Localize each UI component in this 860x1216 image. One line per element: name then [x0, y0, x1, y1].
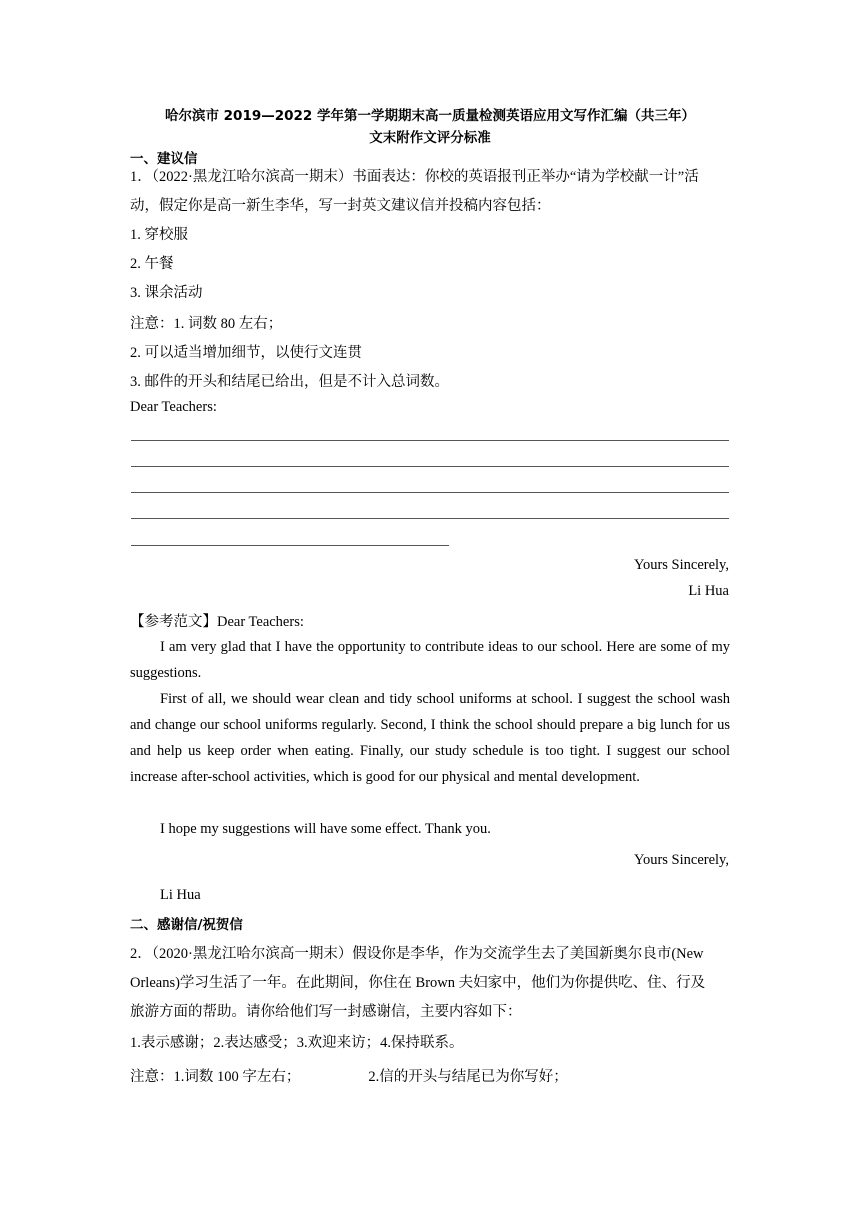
reference-paragraph-1: [130, 634, 730, 686]
content-item-2: 2. 午餐: [130, 256, 174, 272]
reference-signature: Li Hua: [160, 887, 201, 903]
section-heading-thank-you-letter: 二、感谢信/祝贺信: [130, 917, 243, 933]
reference-paragraph-1-text: I am very glad that I have the opportunity to contribute ideas to our school. Here are some of my suggestions.: [130, 639, 730, 681]
reference-paragraph-3: [130, 816, 730, 842]
document-subtitle: 文末附作文评分标准: [369, 130, 491, 146]
answer-line: [131, 518, 729, 519]
question-2-note-b: 2.信的开头与结尾已为你写好；: [368, 1069, 568, 1085]
question-2-text-line-2: Orleans)学习生活了一年。在此期间，你住在 Brown 夫妇家中，他们为你提供吃、住、行及: [130, 975, 706, 991]
reference-paragraph-2: [130, 686, 730, 790]
answer-line: [131, 492, 729, 493]
question-1-text-line-2: 动，假定你是高一新生李华，写一封英文建议信并投稿内容包括：: [130, 198, 551, 214]
reference-salutation: Dear Teachers:: [217, 614, 304, 630]
content-item-1: 1. 穿校服: [130, 227, 188, 243]
letter-closing: Yours Sincerely,: [633, 557, 729, 573]
question-2-points: 1.表示感谢；2.表达感受；3.欢迎来访；4.保持联系。: [130, 1035, 464, 1051]
question-2-text-line-1: 2．（2020·黑龙江哈尔滨高一期末）假设你是李华，作为交流学生去了美国新奥尔良市(New: [130, 946, 704, 962]
answer-line: [131, 466, 729, 467]
content-item-3: 3. 课余活动: [130, 285, 203, 301]
letter-salutation: Dear Teachers:: [130, 399, 217, 415]
question-2-note-a: 注意：1.词数 100 字左右；: [130, 1069, 301, 1085]
question-2-text-line-3: 旅游方面的帮助。请你给他们写一封感谢信，主要内容如下：: [130, 1004, 522, 1020]
document-title: 哈尔滨市 2019—2022 学年第一学期期末高一质量检测英语应用文写作汇编（共三年）: [164, 108, 696, 124]
section-heading-suggestion-letter: 一、建议信: [130, 151, 198, 167]
reference-label: 【参考范文】: [130, 614, 217, 630]
note-1: 注意：1. 词数 80 左右；: [130, 316, 283, 332]
reference-paragraph-3-text: I hope my suggestions will have some effect. Thank you.: [160, 821, 491, 837]
letter-signature: Li Hua: [688, 583, 729, 599]
answer-line: [131, 545, 449, 546]
answer-line: [131, 440, 729, 441]
reference-paragraph-2-text: First of all, we should wear clean and tidy school uniforms at school. I suggest the school wash and change our school uniforms regularly. Second, I think the school should prepare a big lunch for us and help us keep order when eating. Finally, our study schedule is too tight. I suggest our school increase after-school activities, which is good for our physical and mental development.: [130, 691, 730, 785]
reference-essay-heading: [130, 610, 304, 631]
reference-closing: Yours Sincerely,: [633, 852, 729, 868]
note-3: 3. 邮件的开头和结尾已给出，但是不计入总词数。: [130, 374, 449, 390]
question-1-text-line-1: 1．（2022·黑龙江哈尔滨高一期末）书面表达：你校的英语报刊正举办“请为学校献一计”活: [130, 169, 699, 185]
note-2: 2. 可以适当增加细节，以使行文连贯: [130, 345, 362, 361]
question-2-notes: [130, 1065, 568, 1086]
